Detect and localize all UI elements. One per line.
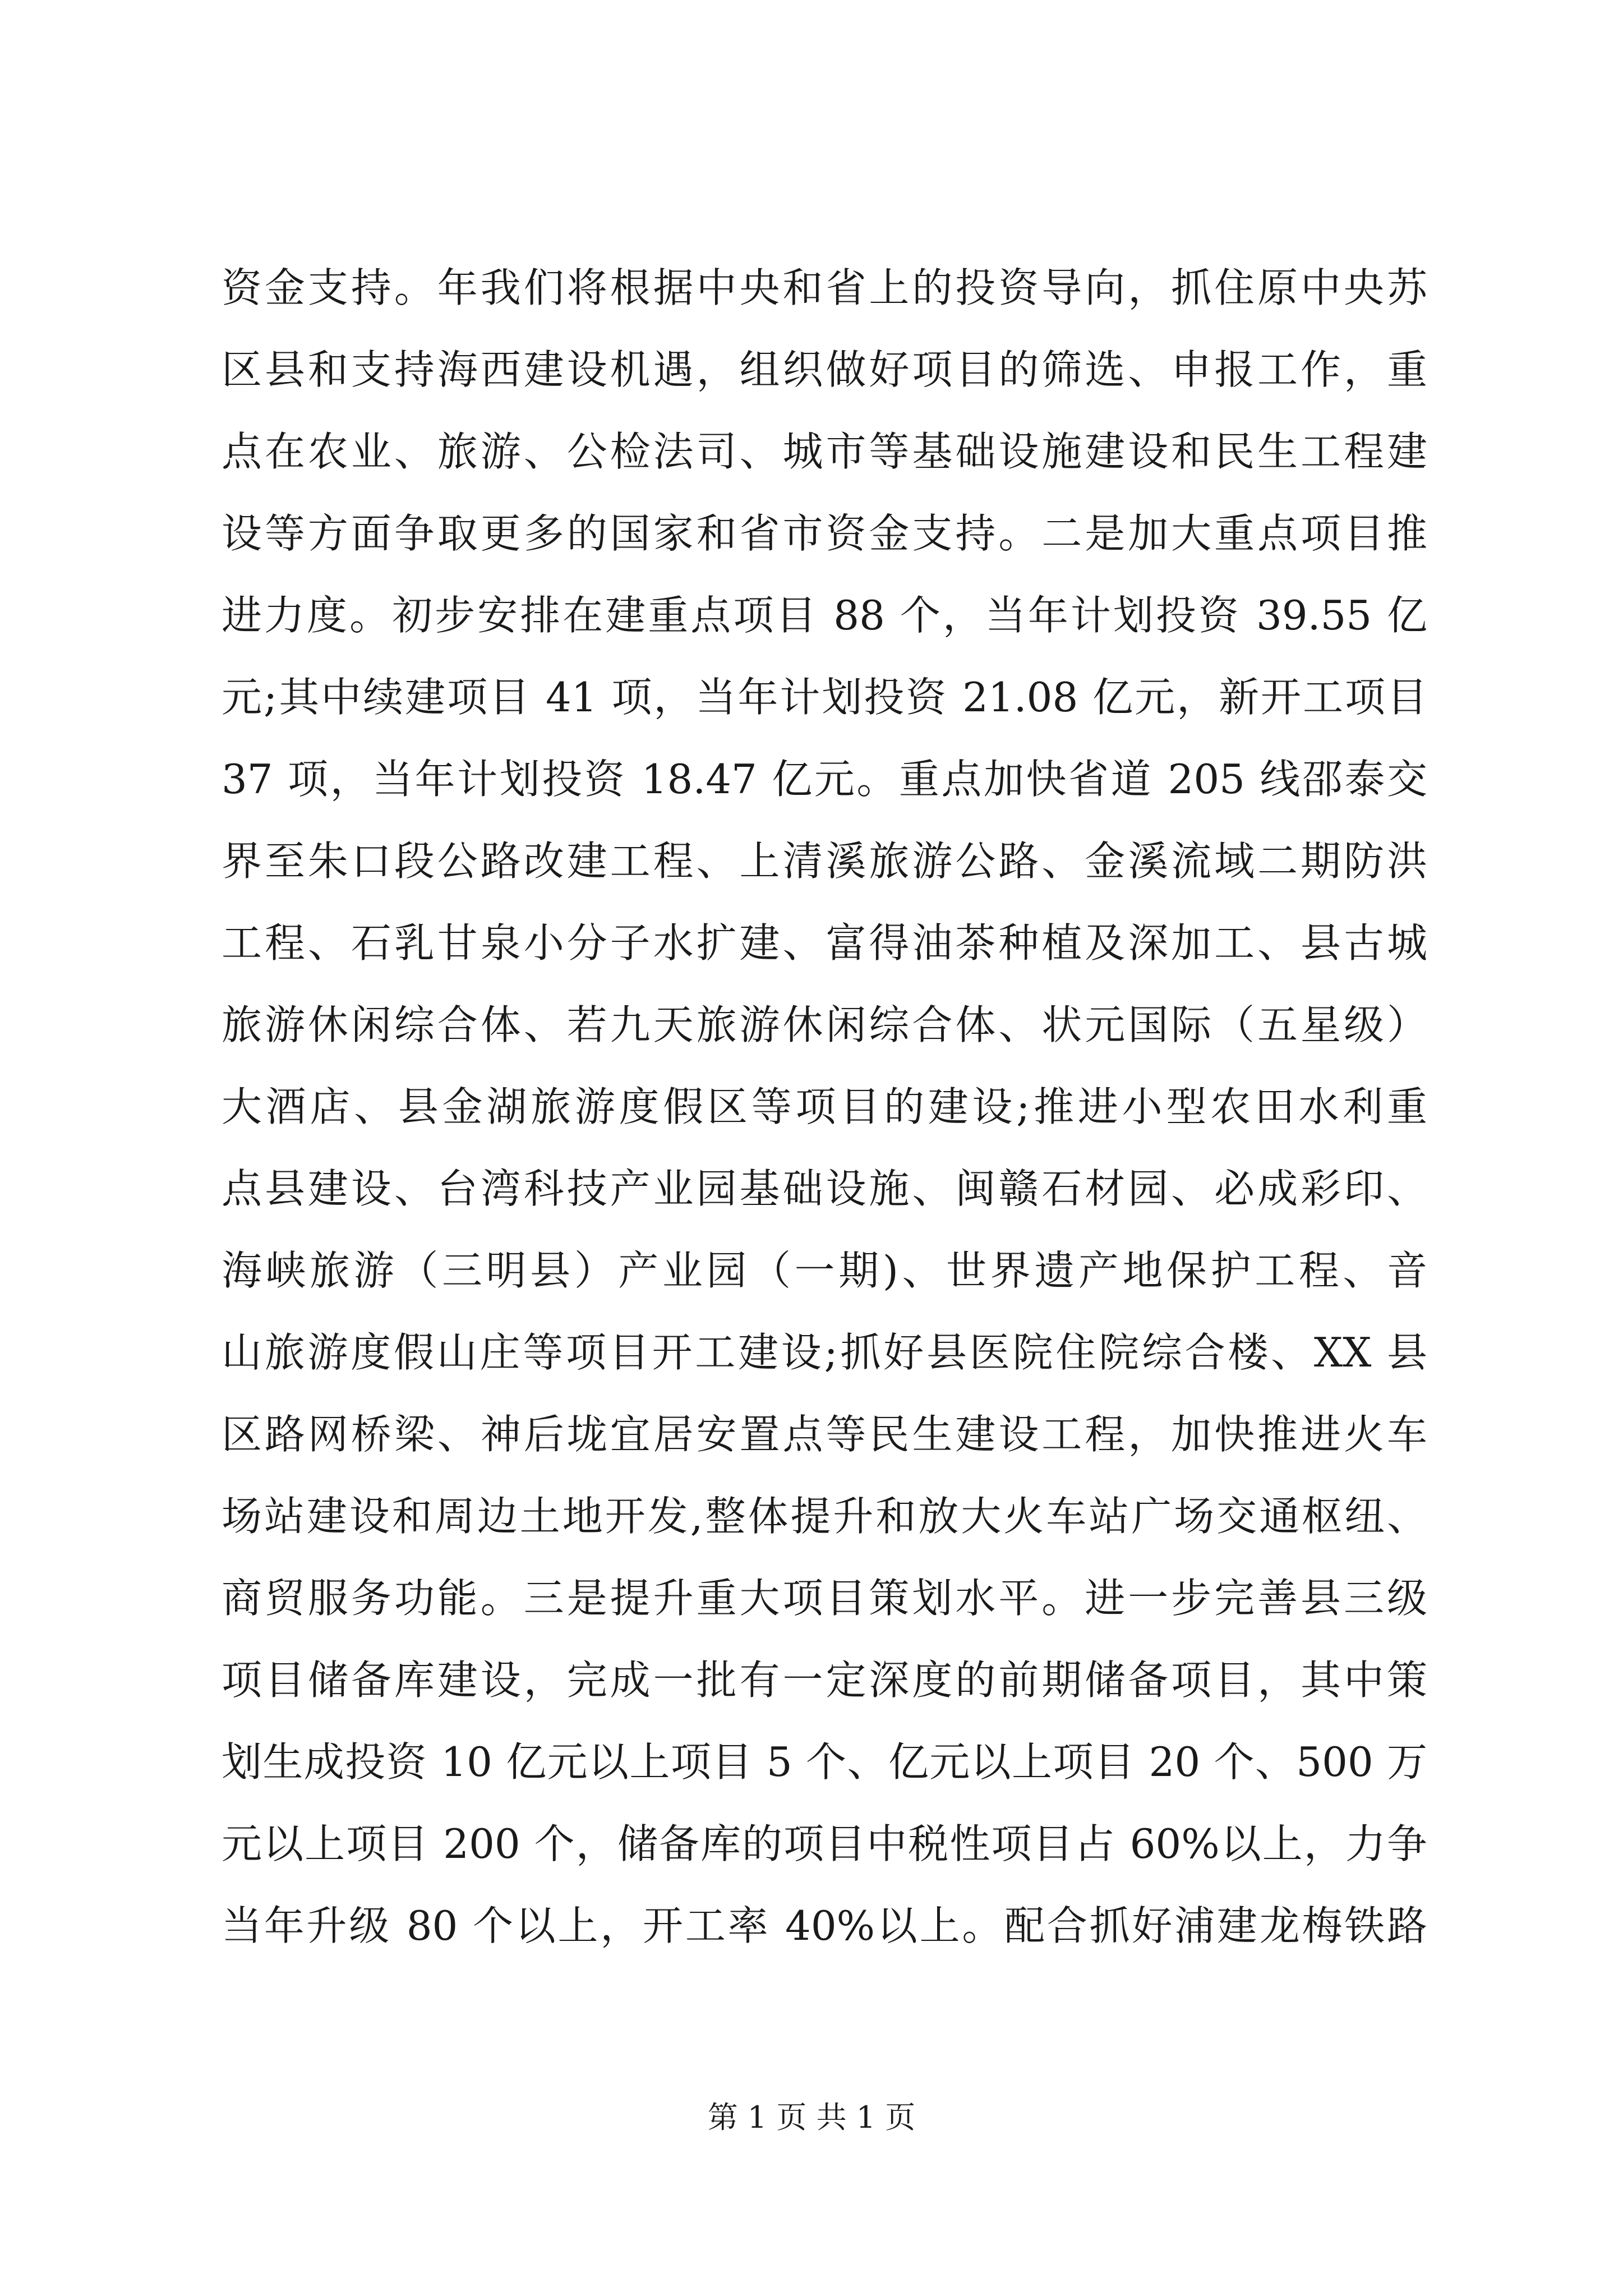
text-line: 海峡旅游（三明县）产业园（一期)、世界遗产地保护工程、音 — [222, 1247, 1427, 1294]
text-line: 资金支持。年我们将根据中央和省上的投资导向，抓住原中央苏 — [222, 264, 1427, 311]
body-text — [222, 247, 1427, 1967]
text-line: 区县和支持海西建设机遇，组织做好项目的筛选、申报工作，重 — [222, 346, 1427, 393]
page-footer: 第 1 页 共 1 页 — [707, 2100, 916, 2135]
text-line: 区路网桥梁、神后垅宜居安置点等民生建设工程，加快推进火车 — [222, 1411, 1427, 1458]
text-line: 进力度。初步安排在建重点项目 88 个，当年计划投资 39.55 亿 — [222, 592, 1427, 639]
text-line: 山旅游度假山庄等项目开工建设;抓好县医院住院综合楼、XX 县 — [222, 1329, 1427, 1376]
text-line: 工程、石乳甘泉小分子水扩建、富得油茶种植及深加工、县古城 — [222, 919, 1427, 967]
text-line: 37 项，当年计划投资 18.47 亿元。重点加快省道 205 线邵泰交 — [222, 756, 1427, 803]
text-line: 点县建设、台湾科技产业园基础设施、闽赣石材园、必成彩印、 — [222, 1165, 1427, 1212]
text-line: 界至朱口段公路改建工程、上清溪旅游公路、金溪流域二期防洪 — [222, 838, 1427, 885]
text-line: 大酒店、县金湖旅游度假区等项目的建设;推进小型农田水利重 — [222, 1083, 1427, 1130]
text-line: 场站建设和周边土地开发,整体提升和放大火车站广场交通枢纽、 — [222, 1493, 1427, 1540]
text-line: 划生成投资 10 亿元以上项目 5 个、亿元以上项目 20 个、500 万 — [222, 1738, 1427, 1786]
text-line: 点在农业、旅游、公检法司、城市等基础设施建设和民生工程建 — [222, 428, 1427, 475]
text-line: 旅游休闲综合体、若九天旅游休闲综合体、状元国际（五星级） — [222, 1001, 1427, 1048]
text-line: 项目储备库建设，完成一批有一定深度的前期储备项目，其中策 — [222, 1657, 1427, 1704]
text-line: 商贸服务功能。三是提升重大项目策划水平。进一步完善县三级 — [222, 1575, 1427, 1622]
text-line: 当年升级 80 个以上，开工率 40%以上。配合抓好浦建龙梅铁路 — [222, 1902, 1427, 1949]
text-line: 元以上项目 200 个，储备库的项目中税性项目占 60%以上，力争 — [222, 1820, 1427, 1867]
text-line: 设等方面争取更多的国家和省市资金支持。二是加大重点项目推 — [222, 510, 1427, 557]
text-line: 元;其中续建项目 41 项，当年计划投资 21.08 亿元，新开工项目 — [222, 674, 1427, 721]
